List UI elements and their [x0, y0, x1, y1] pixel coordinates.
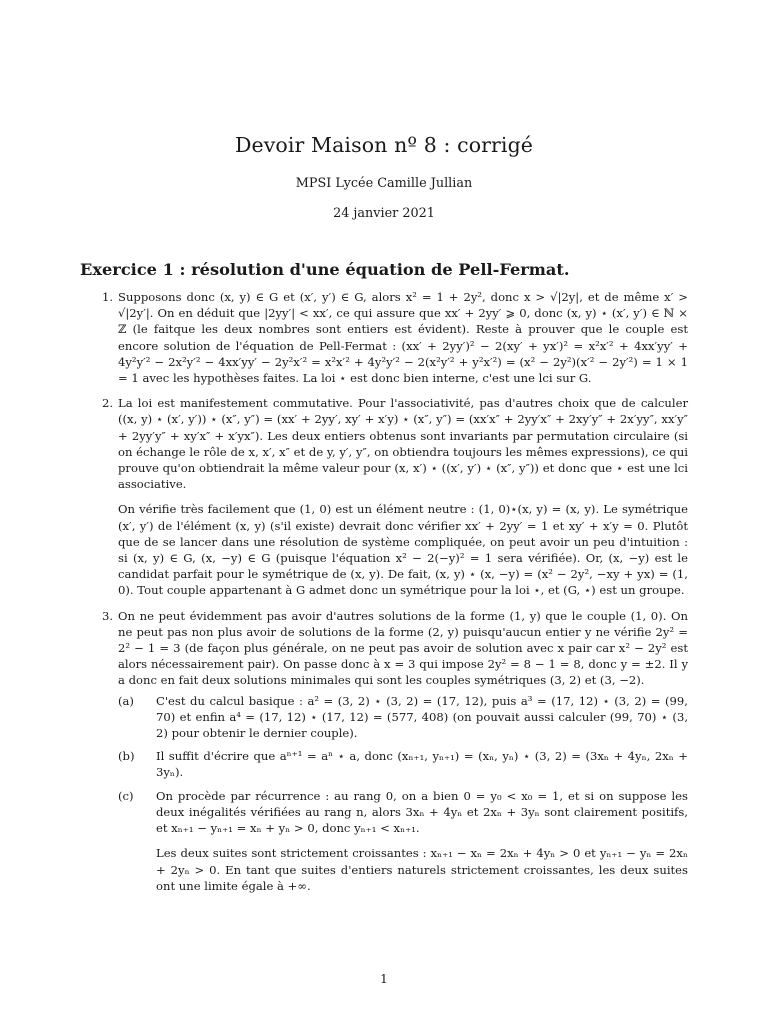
list-item-1 — [80, 289, 688, 386]
subitem-label: (b) — [118, 749, 135, 764]
item-number: 2. — [102, 396, 114, 411]
subitem-a — [118, 693, 688, 742]
item-paragraph: On ne peut évidemment pas avoir d'autres solutions de la forme (1, y) que le couple (1, 0). On ne peut pas non plus avoir de solutions de la forme (2, y) puisqu'aucun entier y ne vérifie 2y² = 2² − 1 = 3 (de façon plus générale, on ne peut pas avoir de solution avec x pair car x² − 2y² est alors nécessairement pair). On passe donc à x = 3 qui impose 2y² = 8 − 1 = 8, donc y = ±2. Il y a donc en fait deux solutions minimales qui sont les couples symétriques (3, 2) et (3, −2). — [118, 608, 688, 688]
item-paragraph: On vérifie très facilement que (1, 0) est un élément neutre : (1, 0)⋆(x, y) = (x, y). Le symétrique (x′, y′) de l'élément (x, y) (s'il existe) devrait donc vérifier xx′ + 2yy′ = 1 et xy′ + x′y = 0. Plutôt que de se lancer dans une résolution de système compliquée, on peut avoir un peu d'intuition : si (x, y) ∈ G, (x, −y) ∈ G (puisque l'équation x² − 2(−y)² = 1 sera vérifiée). Or, (x, −y) est le candidat parfait pour le symétrique de (x, y). De fait, (x, y) ⋆ (x, −y) = (x² − 2y², −xy + yx) = (1, 0). Tout couple appartenant à G admet donc un symétrique pour la loi ⋆, et (G, ⋆) est un groupe. — [118, 502, 688, 598]
item-number: 1. — [102, 290, 114, 304]
subitem-label: (c) — [118, 788, 134, 803]
subitem-paragraph: C'est du calcul basique : a² = (3, 2) ⋆ (3, 2) = (17, 12), puis a³ = (17, 12) ⋆ (3, 2) = (99, 70) et enfin a⁴ = (17, 12) ⋆ (17, 12) = (577, 408) (on pouvait aussi calculer (99, 70) ⋆ (3, 2) pour obtenir le dernier couple). — [156, 693, 688, 741]
section-heading: Exercice 1 : résolution d'une équation de Pell-Fermat. — [80, 260, 570, 279]
exercise-content — [80, 289, 688, 903]
document-title: Devoir Maison nº 8 : corrigé — [234, 133, 534, 157]
list-item-2 — [80, 395, 688, 598]
item-number: 3. — [102, 608, 114, 623]
item-paragraph: Supposons donc (x, y) ∈ G et (x′, y′) ∈ G, alors x² = 1 + 2y², donc x > √|2y|, et de même x′ > √|2y′|. On en déduit que |2yy′| < xx′, ce qui assure que xx′ + 2yy′ ⩾ 0, donc (x, y) ⋆ (x′, y′) ∈ ℕ × ℤ (le faitque les deux nombres sont entiers est évident). Reste à prouver que le couple est encore solution de l'équation de Pell-Fermat : (xx′ + 2yy′)² − 2(xy′ + yx′)² = x²x′² + 4xx′yy′ + 4y²y′² − 2x²y′² − 4xx′yy′ − 2y²x′² = x²x′² + 4y²y′² − 2(x²y′² + y²x′²) = (x² − 2y²)(x′² − 2y′²) = 1 × 1 = 1 avec les hypothèses faites. La loi ⋆ est donc bien interne, c'est une lci sur G. — [118, 290, 688, 386]
subitem-b — [118, 748, 688, 780]
subitem-paragraph: Les deux suites sont strictement croissantes : xₙ₊₁ − xₙ = 2xₙ + 4yₙ > 0 et yₙ₊₁ − yₙ = 2xₙ + 2yₙ > 0. En tant que suites d'entiers naturels strictement croissantes, les deux suites ont une limite égale à +∞. — [156, 846, 688, 893]
document-date: 24 janvier 2021 — [333, 206, 435, 221]
subitem-paragraph: On procède par récurrence : au rang 0, on a bien 0 = y₀ < x₀ = 1, et si on suppose les deux inégalités vérifiées au rang n, alors 3xₙ + 4yₙ et 2xₙ + 3yₙ sont clairement positifs, et xₙ₊₁ − yₙ₊₁ = xₙ + yₙ > 0, donc yₙ₊₁ < xₙ₊₁. — [156, 788, 688, 836]
page-number: 1 — [380, 972, 388, 986]
subitem-label: (a) — [118, 693, 134, 708]
document-subtitle: MPSI Lycée Camille Jullian — [295, 176, 473, 191]
subitem-c — [118, 788, 688, 894]
list-item-3 — [80, 608, 688, 894]
subitem-paragraph: Il suffit d'écrire que aⁿ⁺¹ = aⁿ ⋆ a, donc (xₙ₊₁, yₙ₊₁) = (xₙ, yₙ) ⋆ (3, 2) = (3xₙ + 4yₙ, 2xₙ + 3yₙ). — [156, 749, 688, 780]
item-paragraph: La loi est manifestement commutative. Pour l'associativité, pas d'autres choix que de calculer ((x, y) ⋆ (x′, y′)) ⋆ (x″, y″) = (xx′ + 2yy′, xy′ + x′y) ⋆ (x″, y″) = (xx′x″ + 2yy′x″ + 2xy′y″ + 2x′yy″, xx′y″ + 2yy′y″ + xy′x″ + x′yx″). Les deux entiers obtenus sont invariants par permutation circulaire (si on échange le rôle de x, x′, x″ et de y, y′, y″, on obtiendra toujours les mêmes expressions), ce qui prouve qu'on obtiendrait la même valeur pour (x, x′) ⋆ ((x′, y′) ⋆ (x″, y″)) et donc que ⋆ est une lci associative. — [118, 396, 688, 492]
